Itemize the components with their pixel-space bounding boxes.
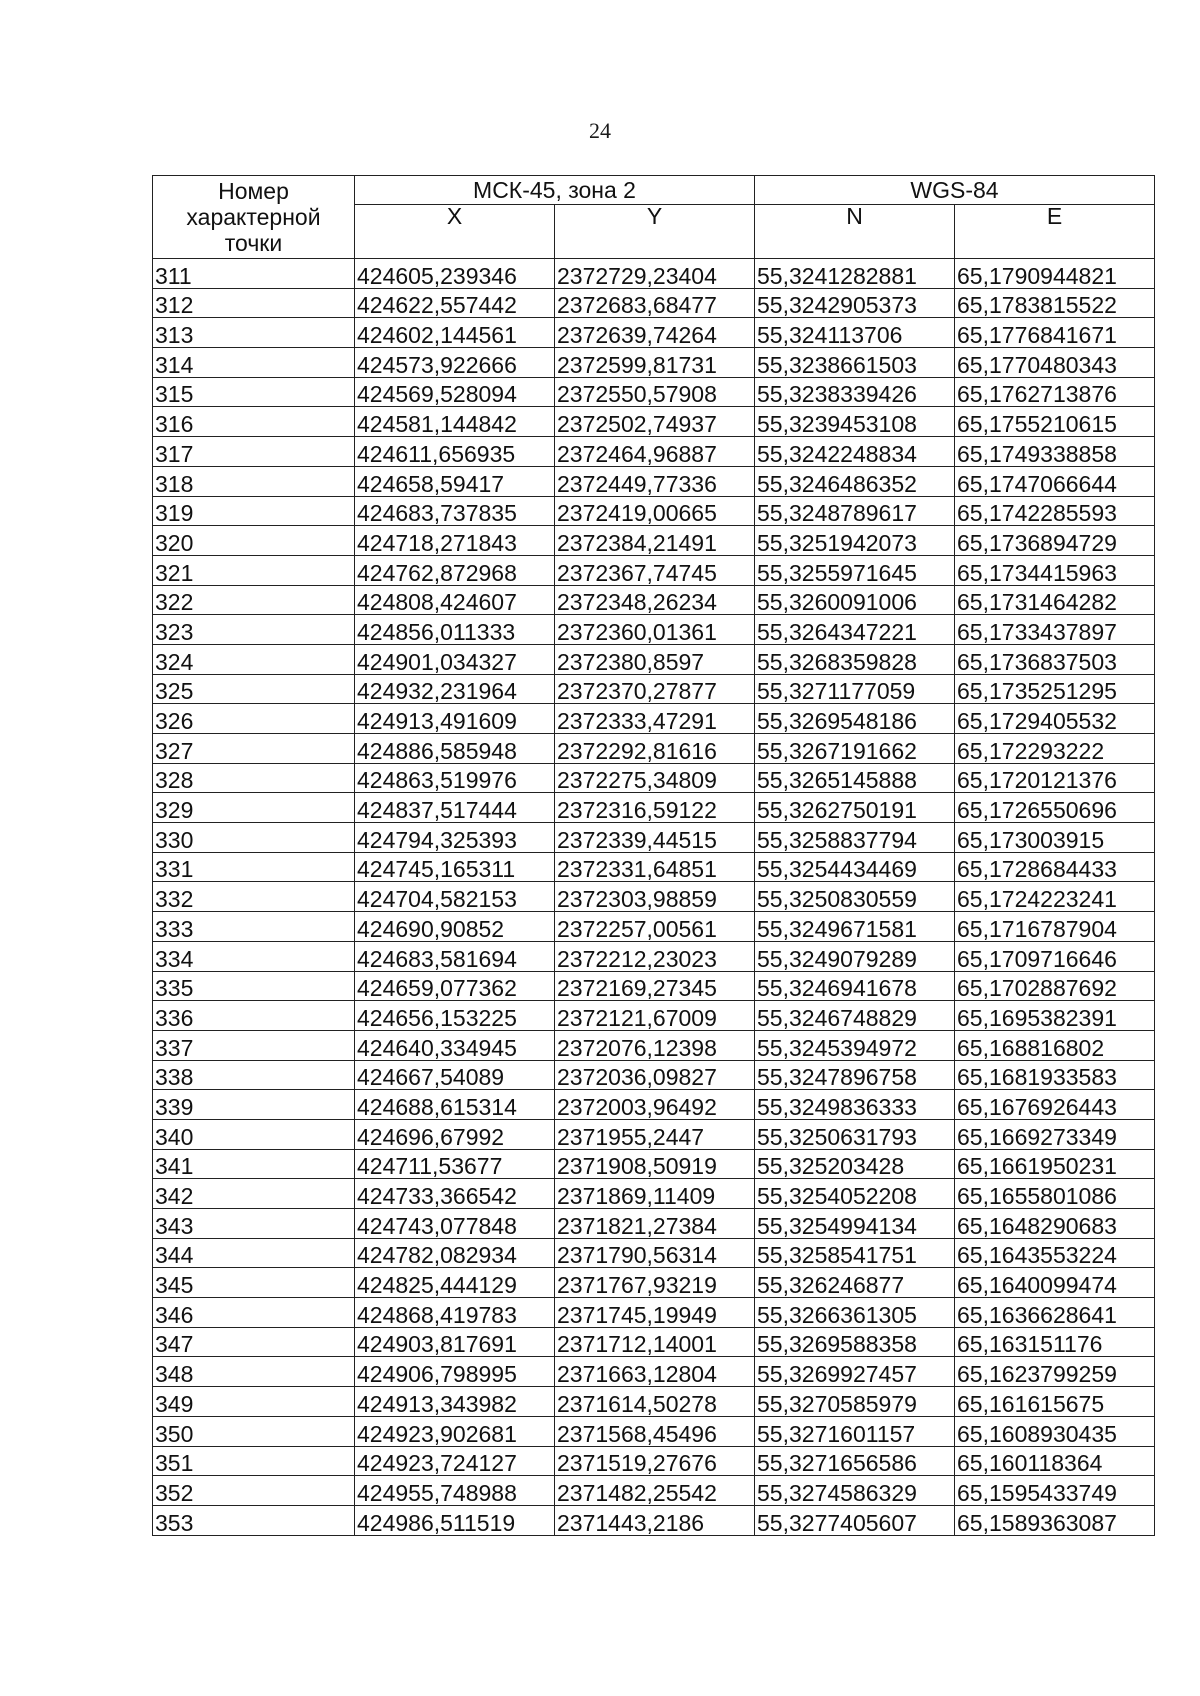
x-coordinate-cell: 424886,585948 (355, 734, 555, 764)
point-number-cell: 353 (153, 1505, 355, 1535)
latitude-n-cell: 55,3264347221 (755, 615, 955, 645)
latitude-n-cell: 55,3247896758 (755, 1060, 955, 1090)
latitude-n-cell: 55,3269548186 (755, 704, 955, 734)
y-coordinate-cell: 2372419,00665 (555, 496, 755, 526)
latitude-n-cell: 55,3274586329 (755, 1476, 955, 1506)
point-number-cell: 339 (153, 1090, 355, 1120)
y-coordinate-cell: 2372384,21491 (555, 526, 755, 556)
point-number-cell: 321 (153, 555, 355, 585)
latitude-n-cell: 55,3241282881 (755, 259, 955, 289)
latitude-n-cell: 55,3266361305 (755, 1298, 955, 1328)
x-coordinate-cell: 424696,67992 (355, 1119, 555, 1149)
latitude-n-cell: 55,3254994134 (755, 1209, 955, 1239)
x-coordinate-cell: 424913,491609 (355, 704, 555, 734)
table-row (153, 1268, 1155, 1298)
longitude-e-cell: 65,1676926443 (955, 1090, 1155, 1120)
x-column-header: X (355, 205, 555, 259)
table-row (153, 912, 1155, 942)
y-coordinate-cell: 2371790,56314 (555, 1238, 755, 1268)
longitude-e-cell: 65,1736837503 (955, 644, 1155, 674)
latitude-n-cell: 55,3238339426 (755, 377, 955, 407)
point-number-cell: 314 (153, 348, 355, 378)
point-number-cell: 337 (153, 1030, 355, 1060)
latitude-n-cell: 55,3249836333 (755, 1090, 955, 1120)
latitude-n-cell: 55,3271601157 (755, 1416, 955, 1446)
y-coordinate-cell: 2372599,81731 (555, 348, 755, 378)
latitude-n-cell: 55,3269588358 (755, 1327, 955, 1357)
table-row (153, 259, 1155, 289)
point-number-cell: 326 (153, 704, 355, 734)
y-coordinate-cell: 2372683,68477 (555, 288, 755, 318)
y-coordinate-cell: 2371712,14001 (555, 1327, 755, 1357)
latitude-n-cell: 55,325203428 (755, 1149, 955, 1179)
y-coordinate-cell: 2371821,27384 (555, 1209, 755, 1239)
x-coordinate-cell: 424856,011333 (355, 615, 555, 645)
table-row (153, 1476, 1155, 1506)
longitude-e-cell: 65,1716787904 (955, 912, 1155, 942)
y-coordinate-cell: 2372550,57908 (555, 377, 755, 407)
table-row (153, 555, 1155, 585)
latitude-n-cell: 55,3268359828 (755, 644, 955, 674)
x-coordinate-cell: 424913,343982 (355, 1387, 555, 1417)
longitude-e-cell: 65,1736894729 (955, 526, 1155, 556)
longitude-e-cell: 65,168816802 (955, 1030, 1155, 1060)
x-coordinate-cell: 424611,656935 (355, 437, 555, 467)
point-number-cell: 336 (153, 1001, 355, 1031)
longitude-e-cell: 65,172293222 (955, 734, 1155, 764)
point-number-header-line: характерной (186, 204, 321, 230)
latitude-n-cell: 55,3249079289 (755, 941, 955, 971)
table-row (153, 1001, 1155, 1031)
x-coordinate-cell: 424573,922666 (355, 348, 555, 378)
table-row (153, 526, 1155, 556)
y-coordinate-cell: 2371767,93219 (555, 1268, 755, 1298)
y-coordinate-cell: 2372292,81616 (555, 734, 755, 764)
longitude-e-cell: 65,163151176 (955, 1327, 1155, 1357)
latitude-n-cell: 55,3260091006 (755, 585, 955, 615)
y-coordinate-cell: 2372275,34809 (555, 763, 755, 793)
table-header (153, 176, 1155, 259)
table-row (153, 1238, 1155, 1268)
y-coordinate-cell: 2371745,19949 (555, 1298, 755, 1328)
y-coordinate-cell: 2372464,96887 (555, 437, 755, 467)
table-row (153, 585, 1155, 615)
latitude-n-cell: 55,3249671581 (755, 912, 955, 942)
point-number-cell: 335 (153, 971, 355, 1001)
table-row (153, 1505, 1155, 1535)
point-number-cell: 347 (153, 1327, 355, 1357)
x-coordinate-cell: 424704,582153 (355, 882, 555, 912)
longitude-e-cell: 65,1790944821 (955, 259, 1155, 289)
table-body (153, 259, 1155, 1536)
point-number-header-line: Номер (218, 178, 289, 204)
longitude-e-cell: 65,1729405532 (955, 704, 1155, 734)
table-row (153, 1090, 1155, 1120)
x-coordinate-cell: 424718,271843 (355, 526, 555, 556)
table-row (153, 348, 1155, 378)
point-number-cell: 327 (153, 734, 355, 764)
table-row (153, 882, 1155, 912)
longitude-e-cell: 65,1720121376 (955, 763, 1155, 793)
point-number-cell: 341 (153, 1149, 355, 1179)
latitude-n-cell: 55,3251942073 (755, 526, 955, 556)
table-row (153, 644, 1155, 674)
longitude-e-cell: 65,1735251295 (955, 674, 1155, 704)
x-coordinate-cell: 424986,511519 (355, 1505, 555, 1535)
table-row (153, 823, 1155, 853)
y-coordinate-cell: 2372348,26234 (555, 585, 755, 615)
latitude-n-cell: 55,3246748829 (755, 1001, 955, 1031)
x-coordinate-cell: 424690,90852 (355, 912, 555, 942)
x-coordinate-cell: 424711,53677 (355, 1149, 555, 1179)
latitude-n-cell: 55,324113706 (755, 318, 955, 348)
x-coordinate-cell: 424581,144842 (355, 407, 555, 437)
x-coordinate-cell: 424825,444129 (355, 1268, 555, 1298)
latitude-n-cell: 55,3254434469 (755, 852, 955, 882)
latitude-n-cell: 55,3255971645 (755, 555, 955, 585)
x-coordinate-cell: 424923,724127 (355, 1446, 555, 1476)
longitude-e-cell: 65,1589363087 (955, 1505, 1155, 1535)
table-row (153, 288, 1155, 318)
table-row (153, 1179, 1155, 1209)
point-number-cell: 313 (153, 318, 355, 348)
longitude-e-cell: 65,1755210615 (955, 407, 1155, 437)
table-row (153, 1298, 1155, 1328)
latitude-n-cell: 55,3245394972 (755, 1030, 955, 1060)
point-number-cell: 334 (153, 941, 355, 971)
longitude-e-cell: 65,1709716646 (955, 941, 1155, 971)
table-row (153, 1387, 1155, 1417)
point-number-header (153, 176, 355, 259)
x-coordinate-cell: 424745,165311 (355, 852, 555, 882)
x-coordinate-cell: 424605,239346 (355, 259, 555, 289)
y-coordinate-cell: 2372639,74264 (555, 318, 755, 348)
point-number-cell: 317 (153, 437, 355, 467)
latitude-n-cell: 55,3258541751 (755, 1238, 955, 1268)
y-coordinate-cell: 2372449,77336 (555, 466, 755, 496)
longitude-e-cell: 65,1728684433 (955, 852, 1155, 882)
x-coordinate-cell: 424837,517444 (355, 793, 555, 823)
y-coordinate-cell: 2372380,8597 (555, 644, 755, 674)
longitude-e-cell: 65,1695382391 (955, 1001, 1155, 1031)
point-number-cell: 316 (153, 407, 355, 437)
point-number-cell: 343 (153, 1209, 355, 1239)
longitude-e-cell: 65,1643553224 (955, 1238, 1155, 1268)
x-coordinate-cell: 424782,082934 (355, 1238, 555, 1268)
longitude-e-cell: 65,1742285593 (955, 496, 1155, 526)
table-row (153, 734, 1155, 764)
latitude-n-cell: 55,3246486352 (755, 466, 955, 496)
x-coordinate-cell: 424743,077848 (355, 1209, 555, 1239)
latitude-n-cell: 55,3246941678 (755, 971, 955, 1001)
latitude-n-cell: 55,3265145888 (755, 763, 955, 793)
latitude-n-cell: 55,3271656586 (755, 1446, 955, 1476)
latitude-n-cell: 55,3239453108 (755, 407, 955, 437)
point-number-cell: 340 (153, 1119, 355, 1149)
longitude-e-cell: 65,1762713876 (955, 377, 1155, 407)
y-coordinate-cell: 2372360,01361 (555, 615, 755, 645)
y-coordinate-cell: 2372339,44515 (555, 823, 755, 853)
msk-45-group-header: МСК-45, зона 2 (355, 176, 755, 205)
y-coordinate-cell: 2371519,27676 (555, 1446, 755, 1476)
page-number: 24 (589, 118, 611, 143)
x-coordinate-cell: 424868,419783 (355, 1298, 555, 1328)
x-coordinate-cell: 424640,334945 (355, 1030, 555, 1060)
y-coordinate-cell: 2371663,12804 (555, 1357, 755, 1387)
longitude-e-cell: 65,1731464282 (955, 585, 1155, 615)
longitude-e-cell: 65,1726550696 (955, 793, 1155, 823)
y-coordinate-cell: 2371908,50919 (555, 1149, 755, 1179)
point-number-cell: 346 (153, 1298, 355, 1328)
x-coordinate-cell: 424906,798995 (355, 1357, 555, 1387)
longitude-e-cell: 65,1747066644 (955, 466, 1155, 496)
point-number-cell: 312 (153, 288, 355, 318)
longitude-e-cell: 65,1648290683 (955, 1209, 1155, 1239)
longitude-e-cell: 65,1669273349 (955, 1119, 1155, 1149)
table-row (153, 1446, 1155, 1476)
longitude-e-cell: 65,1776841671 (955, 318, 1155, 348)
longitude-e-cell: 65,1655801086 (955, 1179, 1155, 1209)
latitude-n-cell: 55,326246877 (755, 1268, 955, 1298)
point-number-cell: 324 (153, 644, 355, 674)
latitude-n-cell: 55,3271177059 (755, 674, 955, 704)
y-column-header: Y (555, 205, 755, 259)
y-coordinate-cell: 2372331,64851 (555, 852, 755, 882)
n-column-header: N (755, 205, 955, 259)
y-coordinate-cell: 2371955,2447 (555, 1119, 755, 1149)
table-row (153, 1357, 1155, 1387)
latitude-n-cell: 55,3248789617 (755, 496, 955, 526)
table-row (153, 1327, 1155, 1357)
point-number-cell: 323 (153, 615, 355, 645)
x-coordinate-cell: 424932,231964 (355, 674, 555, 704)
y-coordinate-cell: 2372502,74937 (555, 407, 755, 437)
longitude-e-cell: 65,1661950231 (955, 1149, 1155, 1179)
x-coordinate-cell: 424658,59417 (355, 466, 555, 496)
point-number-cell: 333 (153, 912, 355, 942)
latitude-n-cell: 55,3242905373 (755, 288, 955, 318)
y-coordinate-cell: 2372076,12398 (555, 1030, 755, 1060)
point-number-cell: 338 (153, 1060, 355, 1090)
table-row (153, 615, 1155, 645)
x-coordinate-cell: 424622,557442 (355, 288, 555, 318)
table-row (153, 318, 1155, 348)
x-coordinate-cell: 424955,748988 (355, 1476, 555, 1506)
table-row (153, 704, 1155, 734)
point-number-header-line: точки (224, 230, 283, 256)
point-number-cell: 348 (153, 1357, 355, 1387)
table-row (153, 437, 1155, 467)
table-row (153, 377, 1155, 407)
longitude-e-cell: 65,1636628641 (955, 1298, 1155, 1328)
x-coordinate-cell: 424569,528094 (355, 377, 555, 407)
y-coordinate-cell: 2371482,25542 (555, 1476, 755, 1506)
x-coordinate-cell: 424808,424607 (355, 585, 555, 615)
point-number-cell: 351 (153, 1446, 355, 1476)
y-coordinate-cell: 2372036,09827 (555, 1060, 755, 1090)
y-coordinate-cell: 2372316,59122 (555, 793, 755, 823)
table-row (153, 1149, 1155, 1179)
longitude-e-cell: 65,1681933583 (955, 1060, 1155, 1090)
wgs-84-group-header: WGS-84 (755, 176, 1155, 205)
longitude-e-cell: 65,1733437897 (955, 615, 1155, 645)
point-number-cell: 350 (153, 1416, 355, 1446)
x-coordinate-cell: 424733,366542 (355, 1179, 555, 1209)
table-row (153, 1030, 1155, 1060)
latitude-n-cell: 55,3258837794 (755, 823, 955, 853)
latitude-n-cell: 55,3242248834 (755, 437, 955, 467)
y-coordinate-cell: 2372370,27877 (555, 674, 755, 704)
table-row (153, 674, 1155, 704)
y-coordinate-cell: 2372257,00561 (555, 912, 755, 942)
longitude-e-cell: 65,1783815522 (955, 288, 1155, 318)
latitude-n-cell: 55,3277405607 (755, 1505, 955, 1535)
y-coordinate-cell: 2372121,67009 (555, 1001, 755, 1031)
y-coordinate-cell: 2372169,27345 (555, 971, 755, 1001)
e-column-header: E (955, 205, 1155, 259)
y-coordinate-cell: 2372333,47291 (555, 704, 755, 734)
y-coordinate-cell: 2371568,45496 (555, 1416, 755, 1446)
longitude-e-cell: 65,161615675 (955, 1387, 1155, 1417)
point-number-cell: 328 (153, 763, 355, 793)
x-coordinate-cell: 424903,817691 (355, 1327, 555, 1357)
table-row (153, 496, 1155, 526)
table-row (153, 1119, 1155, 1149)
latitude-n-cell: 55,3238661503 (755, 348, 955, 378)
table-row (153, 941, 1155, 971)
latitude-n-cell: 55,3269927457 (755, 1357, 955, 1387)
y-coordinate-cell: 2372212,23023 (555, 941, 755, 971)
y-coordinate-cell: 2371614,50278 (555, 1387, 755, 1417)
longitude-e-cell: 65,1640099474 (955, 1268, 1155, 1298)
table-row (153, 1060, 1155, 1090)
point-number-cell: 349 (153, 1387, 355, 1417)
longitude-e-cell: 65,1595433749 (955, 1476, 1155, 1506)
point-number-cell: 322 (153, 585, 355, 615)
latitude-n-cell: 55,3270585979 (755, 1387, 955, 1417)
x-coordinate-cell: 424683,581694 (355, 941, 555, 971)
y-coordinate-cell: 2371869,11409 (555, 1179, 755, 1209)
x-coordinate-cell: 424863,519976 (355, 763, 555, 793)
point-number-cell: 319 (153, 496, 355, 526)
x-coordinate-cell: 424794,325393 (355, 823, 555, 853)
latitude-n-cell: 55,3254052208 (755, 1179, 955, 1209)
table-row (153, 971, 1155, 1001)
longitude-e-cell: 65,1702887692 (955, 971, 1155, 1001)
point-number-cell: 344 (153, 1238, 355, 1268)
x-coordinate-cell: 424656,153225 (355, 1001, 555, 1031)
table-row (153, 466, 1155, 496)
longitude-e-cell: 65,1734415963 (955, 555, 1155, 585)
y-coordinate-cell: 2372303,98859 (555, 882, 755, 912)
x-coordinate-cell: 424667,54089 (355, 1060, 555, 1090)
y-coordinate-cell: 2372003,96492 (555, 1090, 755, 1120)
point-number-cell: 318 (153, 466, 355, 496)
longitude-e-cell: 65,1749338858 (955, 437, 1155, 467)
point-number-cell: 342 (153, 1179, 355, 1209)
latitude-n-cell: 55,3250631793 (755, 1119, 955, 1149)
longitude-e-cell: 65,160118364 (955, 1446, 1155, 1476)
x-coordinate-cell: 424602,144561 (355, 318, 555, 348)
latitude-n-cell: 55,3250830559 (755, 882, 955, 912)
table-row (153, 793, 1155, 823)
longitude-e-cell: 65,1608930435 (955, 1416, 1155, 1446)
x-coordinate-cell: 424659,077362 (355, 971, 555, 1001)
point-number-cell: 320 (153, 526, 355, 556)
table-row (153, 1416, 1155, 1446)
table-row (153, 763, 1155, 793)
point-number-cell: 311 (153, 259, 355, 289)
x-coordinate-cell: 424762,872968 (355, 555, 555, 585)
point-number-cell: 352 (153, 1476, 355, 1506)
longitude-e-cell: 65,173003915 (955, 823, 1155, 853)
x-coordinate-cell: 424923,902681 (355, 1416, 555, 1446)
x-coordinate-cell: 424683,737835 (355, 496, 555, 526)
point-number-cell: 332 (153, 882, 355, 912)
longitude-e-cell: 65,1770480343 (955, 348, 1155, 378)
latitude-n-cell: 55,3267191662 (755, 734, 955, 764)
table-row (153, 1209, 1155, 1239)
longitude-e-cell: 65,1724223241 (955, 882, 1155, 912)
point-number-cell: 329 (153, 793, 355, 823)
table-row (153, 852, 1155, 882)
coordinates-table (152, 175, 1155, 1536)
y-coordinate-cell: 2372367,74745 (555, 555, 755, 585)
point-number-cell: 315 (153, 377, 355, 407)
table-row (153, 407, 1155, 437)
point-number-cell: 325 (153, 674, 355, 704)
point-number-cell: 345 (153, 1268, 355, 1298)
x-coordinate-cell: 424688,615314 (355, 1090, 555, 1120)
point-number-cell: 330 (153, 823, 355, 853)
x-coordinate-cell: 424901,034327 (355, 644, 555, 674)
longitude-e-cell: 65,1623799259 (955, 1357, 1155, 1387)
latitude-n-cell: 55,3262750191 (755, 793, 955, 823)
point-number-cell: 331 (153, 852, 355, 882)
y-coordinate-cell: 2372729,23404 (555, 259, 755, 289)
y-coordinate-cell: 2371443,2186 (555, 1505, 755, 1535)
